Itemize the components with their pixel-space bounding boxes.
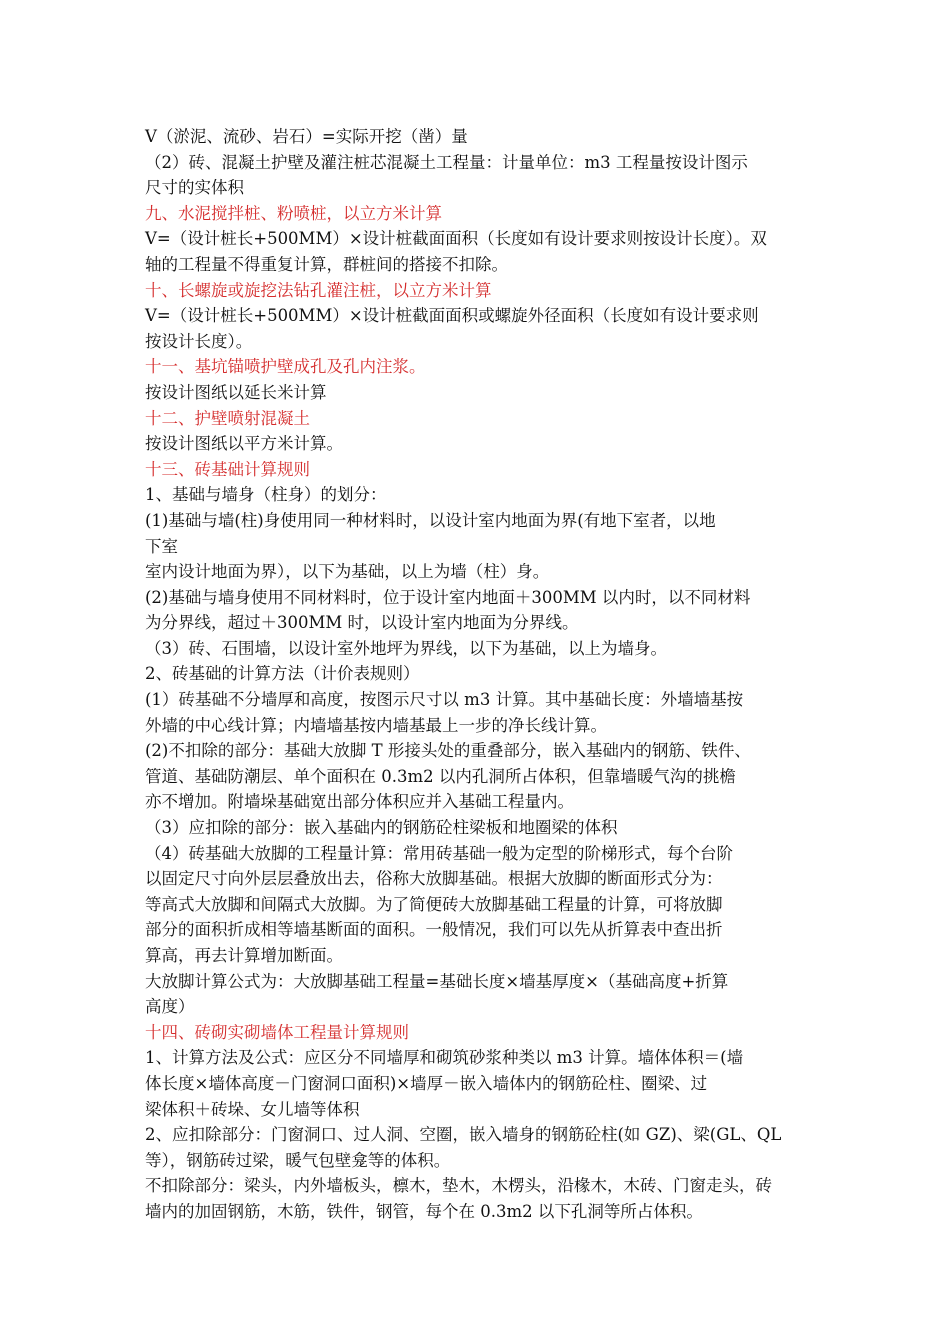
text-line: （3）应扣除的部分：嵌入基础内的钢筋砼柱梁板和地圈梁的体积 bbox=[145, 818, 618, 838]
text-line: V=（设计桩长+500MM）×设计桩截面面积（长度如有设计要求则按设计长度）。双 bbox=[145, 229, 767, 249]
text-line: 管道、基础防潮层、单个面积在 0.3m2 以内孔洞所占体积，但靠墙暖气沟的挑檐 bbox=[145, 766, 736, 786]
text-line: 按设计图纸以平方米计算。 bbox=[145, 434, 343, 454]
section-heading: 十一、基坑锚喷护壁成孔及孔内注浆。 bbox=[145, 357, 426, 377]
document-body bbox=[145, 124, 813, 1225]
text-line: 不扣除部分：梁头，内外墙板头，檩木，垫木，木楞头，沿椽木，木砖、门窗走头，砖 bbox=[145, 1176, 772, 1196]
text-line: 室内设计地面为界），以下为基础，以上为墙（柱）身。 bbox=[145, 562, 550, 582]
text-line: 1、计算方法及公式：应区分不同墙厚和砌筑砂浆种类以 m3 计算。墙体体积＝(墙 bbox=[145, 1048, 744, 1068]
text-line: 按设计长度）。 bbox=[145, 331, 253, 351]
text-line: 为分界线，超过＋300MM 时，以设计室内地面为分界线。 bbox=[145, 613, 579, 633]
text-line: （2）砖、混凝土护壁及灌注桩芯混凝土工程量：计量单位：m3 工程量按设计图示 bbox=[145, 152, 748, 172]
text-line: 按设计图纸以延长米计算 bbox=[145, 382, 327, 402]
text-line: (2)不扣除的部分：基础大放脚 T 形接头处的重叠部分，嵌入基础内的钢筋、铁件、 bbox=[145, 741, 751, 761]
text-line: (2)基础与墙身使用不同材料时，位于设计室内地面＋300MM 以内时，以不同材料 bbox=[145, 587, 751, 607]
text-line: 亦不增加。附墙垛基础宽出部分体积应并入基础工程量内。 bbox=[145, 792, 574, 812]
text-line: V=（设计桩长+500MM）×设计桩截面面积或螺旋外径面积（长度如有设计要求则 bbox=[145, 306, 759, 326]
text-line: 2、砖基础的计算方法（计价表规则） bbox=[145, 664, 420, 684]
section-heading: 十四、砖砌实砌墙体工程量计算规则 bbox=[145, 1022, 409, 1042]
text-line: 体长度×墙体高度－门窗洞口面积)×墙厚－嵌入墙体内的钢筋砼柱、圈梁、过 bbox=[145, 1073, 708, 1093]
text-line: 等高式大放脚和间隔式大放脚。为了简便砖大放脚基础工程量的计算，可将放脚 bbox=[145, 894, 723, 914]
text-line: 大放脚计算公式为：大放脚基础工程量=基础长度×墙基厚度×（基础高度+折算 bbox=[145, 971, 729, 991]
text-line: 梁体积＋砖垛、女儿墙等体积 bbox=[145, 1099, 360, 1119]
text-line: 外墙的中心线计算；内墙墙基按内墙基最上一步的净长线计算。 bbox=[145, 715, 607, 735]
text-line: 墙内的加固钢筋，木筋，铁件，钢管，每个在 0.3m2 以下孔洞等所占体积。 bbox=[145, 1201, 703, 1221]
section-heading: 十、长螺旋或旋挖法钻孔灌注桩，以立方米计算 bbox=[145, 280, 492, 300]
text-line: 下室 bbox=[145, 536, 178, 556]
text-line: 高度） bbox=[145, 997, 195, 1017]
text-line: 1、基础与墙身（柱身）的划分： bbox=[145, 485, 387, 505]
text-line: V（淤泥、流砂、岩石）=实际开挖（凿）量 bbox=[145, 127, 468, 146]
text-line: (1）砖基础不分墙厚和高度，按图示尺寸以 m3 计算。其中基础长度：外墙墙基按 bbox=[145, 690, 744, 710]
text-line: （4）砖基础大放脚的工程量计算：常用砖基础一般为定型的阶梯形式，每个台阶 bbox=[145, 843, 733, 863]
text-line: 部分的面积折成相等墙基断面的面积。一般情况，我们可以先从折算表中查出折 bbox=[145, 920, 723, 940]
section-heading: 九、水泥搅拌桩、粉喷桩，以立方米计算 bbox=[145, 203, 442, 223]
section-heading: 十二、护壁喷射混凝土 bbox=[145, 408, 310, 428]
text-line: 尺寸的实体积 bbox=[145, 178, 244, 198]
text-line: 以固定尺寸向外层层叠放出去，俗称大放脚基础。根据大放脚的断面形式分为： bbox=[145, 869, 723, 889]
text-line: （3）砖、石围墙，以设计室外地坪为界线，以下为基础，以上为墙身。 bbox=[145, 638, 667, 658]
text-line: 等），钢筋砖过梁，暖气包壁龛等的体积。 bbox=[145, 1150, 451, 1170]
text-line: 2、应扣除部分：门窗洞口、过人洞、空圈，嵌入墙身的钢筋砼柱(如 GZ)、梁(GL、QL bbox=[145, 1125, 782, 1145]
text-line: 轴的工程量不得重复计算，群桩间的搭接不扣除。 bbox=[145, 254, 508, 274]
text-line: 算高，再去计算增加断面。 bbox=[145, 946, 343, 965]
text-line: (1)基础与墙(柱)身使用同一种材料时，以设计室内地面为界(有地下室者，以地 bbox=[145, 510, 716, 530]
section-heading: 十三、砖基础计算规则 bbox=[145, 459, 310, 479]
